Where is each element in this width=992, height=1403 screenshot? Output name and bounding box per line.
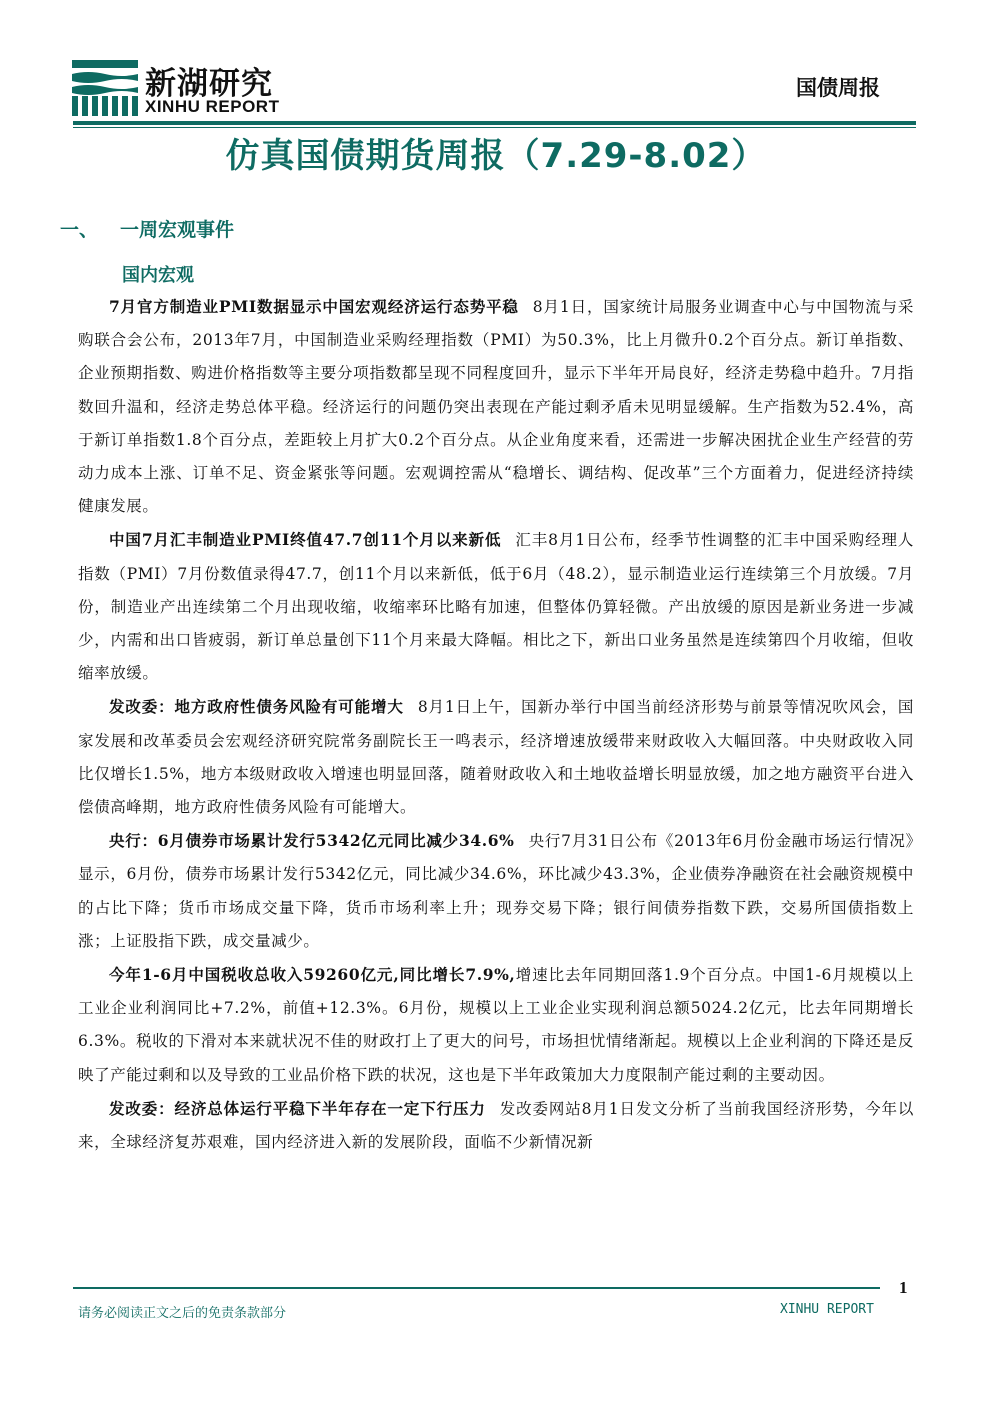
header-divider [73, 121, 916, 125]
paragraph [78, 1092, 914, 1159]
paragraph-text: 8月1日上午，国新办举行中国当前经济形势与前景等情况吹风会，国家发展和改革委员会宏观经济研究院常务副院长王一鸣表示，经济增速放缓带来财政收入大幅回落。中央财政收入同比仅增长1.5%，地方本级财政收入增速也明显回落，随着财政收入和土地收益增长明显放缓，加之地方融资平台进入偿债高峰期，地方政府性债务风险有可能增大。 [78, 698, 914, 817]
disclaimer-note: 请务必阅读正文之后的免责条款部分 [78, 1306, 287, 1321]
paragraph-lead: 发改委：地方政府性债务风险有可能增大 [109, 697, 404, 717]
section-number: 一、 [60, 219, 99, 241]
page-number: 1 [899, 1278, 908, 1297]
page-header [0, 0, 992, 130]
paragraph-text: 增速比去年同期回落1.9个百分点。中国1-6月规模以上工业企业利润同比+7.2%，前值+12.3%。6月份，规模以上工业企业实现利润总额5024.2亿元，比去年同期增长6.3%。税收的下滑对本来就状况不佳的财政打上了更大的问号，市场担忧情绪渐起。规模以上企业利润的下降还是反映了产能过剩和以及导致的工业品价格下跌的状况，这也是下半年政策加大力度限制产能过剩的主要动因。 [78, 966, 914, 1084]
paragraph-lead: 今年1-6月中国税收总收入59260亿元,同比增长7.9%, [109, 965, 516, 985]
subsection-heading: 国内宏观 [122, 265, 194, 286]
article-body [78, 290, 914, 1159]
logo-english-name: XINHU REPORT [145, 97, 280, 116]
paragraph-text: 发改委网站8月1日发文分析了当前我国经济形势，今年以来，全球经济复苏艰难，国内经济进入新的发展阶段，面临不少新情况新 [78, 1099, 914, 1152]
paragraph-lead: 央行：6月债券市场累计发行5342亿元同比减少34.6% [109, 831, 515, 851]
report-title: 仿真国债期货周报（7.29-8.02） [225, 136, 767, 176]
paragraph [78, 824, 914, 958]
paragraph-text: 8月1日，国家统计局服务业调查中心与中国物流与采购联合会公布，2013年7月，中国制造业采购经理指数（PMI）为50.3%，比上月微升0.2个百分点。新订单指数、企业预期指数、购进价格指数等主要分项指数都呈现不同程度回升，显示下半年开局良好，经济走势稳中趋升。7月指数回升温和，经济走势总体平稳。经济运行的问题仍突出表现在产能过剩矛盾未见明显缓解。生产指数为52.4%，高于新订单指数1.8个百分点，差距较上月扩大0.2个百分点。从企业角度来看，还需进一步解决困扰企业生产经营的劳动力成本上涨、订单不足、资金紧张等问题。宏观调控需从“稳增长、调结构、促改革”三个方面着力，促进经济持续健康发展。 [78, 298, 915, 516]
logo-chinese-name: 新湖研究 [145, 66, 273, 102]
paragraph [78, 690, 914, 824]
paragraph-lead: 发改委：经济总体运行平稳下半年存在一定下行压力 [109, 1098, 486, 1118]
footer-divider [73, 1287, 880, 1289]
section-heading [60, 215, 234, 242]
xinhu-wave-logo-icon [72, 60, 138, 116]
paragraph-lead: 7月官方制造业PMI数据显示中国宏观经济运行态势平稳 [109, 297, 519, 316]
paragraph-text: 汇丰8月1日公布，经季节性调整的汇丰中国采购经理人指数（PMI）7月份数值录得47.7，创11个月以来新低，低于6月（48.2），显示制造业运行连续第三个月放缓。7月份，制造业产出连续第二个月出现收缩，收缩率环比略有加速，但整体仍算轻微。产出放缓的原因是新业务进一步减少，内需和出口皆疲弱，新订单总量创下11个月来最大降幅。相比之下，新出口业务虽然是连续第四个月收缩，但收缩率放缓。 [78, 531, 914, 683]
paragraph [78, 958, 914, 1092]
paragraph [78, 290, 914, 523]
paragraph-lead: 中国7月汇丰制造业PMI终值47.7创11个月以来新低 [109, 530, 502, 550]
paragraph [78, 523, 914, 690]
paragraph-text: 央行7月31日公布《2013年6月份金融市场运行情况》显示，6月份，债券市场累计发行5342亿元，同比减少34.6%，环比减少43.3%，企业债券净融资在社会融资规模中的占比下降；货币市场成交量下降，货币市场利率上升；现券交易下降；银行间债券指数下跌，交易所国债指数上涨；上证股指下跌，成交量减少。 [78, 832, 914, 950]
footer-brand: XINHU REPORT [780, 1302, 874, 1317]
section-title: 一周宏观事件 [120, 219, 235, 241]
report-type-label: 国债周报 [796, 76, 880, 100]
